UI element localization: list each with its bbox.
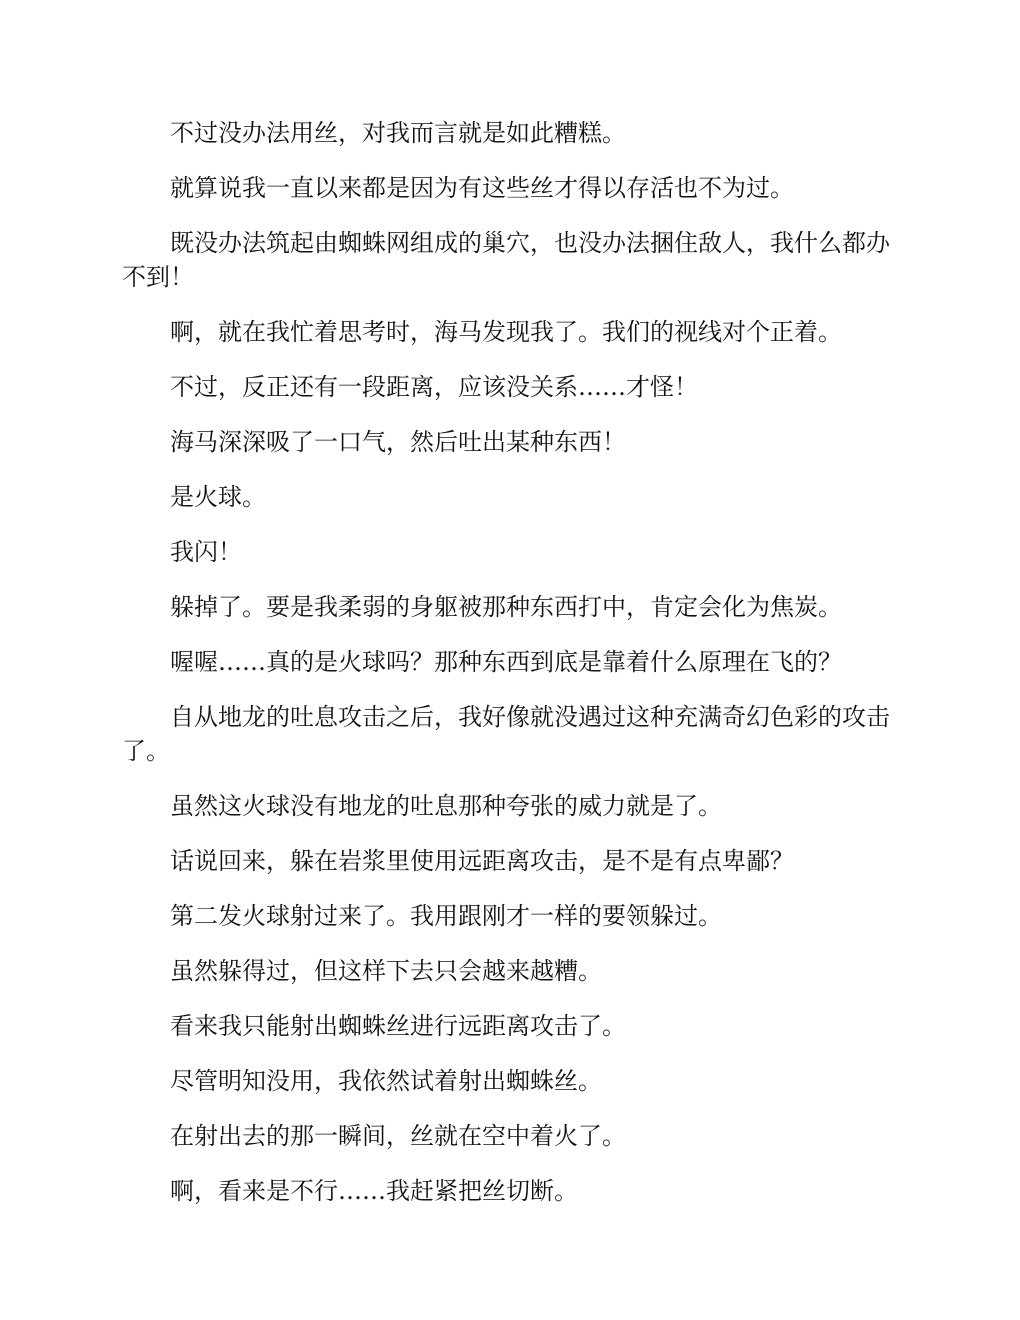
paragraph: 话说回来，躲在岩浆里使用远距离攻击，是不是有点卑鄙？ <box>170 847 794 875</box>
paragraph: 第二发火球射过来了。我用跟刚才一样的要领躲过。 <box>170 902 722 930</box>
paragraph: 是火球。 <box>170 483 266 511</box>
paragraph: 海马深深吸了一口气，然后吐出某种东西！ <box>170 428 626 456</box>
paragraph: 尽管明知没用，我依然试着射出蜘蛛丝。 <box>170 1067 602 1095</box>
paragraph: 既没办法筑起由蜘蛛网组成的巢穴，也没办法捆住敌人，我什么都办不到！ <box>122 229 890 291</box>
paragraph: 不过，反正还有一段距离，应该没关系……才怪！ <box>170 373 698 401</box>
paragraph: 啊，就在我忙着思考时，海马发现我了。我们的视线对个正着。 <box>170 318 842 346</box>
paragraph: 不过没办法用丝，对我而言就是如此糟糕。 <box>170 119 626 147</box>
paragraph: 看来我只能射出蜘蛛丝进行远距离攻击了。 <box>170 1012 626 1040</box>
paragraph: 就算说我一直以来都是因为有这些丝才得以存活也不为过。 <box>170 174 794 202</box>
paragraph: 虽然躲得过，但这样下去只会越来越糟。 <box>170 957 602 985</box>
paragraph: 啊，看来是不行……我赶紧把丝切断。 <box>170 1177 578 1205</box>
paragraph: 在射出去的那一瞬间，丝就在空中着火了。 <box>170 1122 626 1150</box>
paragraph: 我闪！ <box>170 538 242 566</box>
paragraph: 自从地龙的吐息攻击之后，我好像就没遇过这种充满奇幻色彩的攻击了。 <box>122 703 890 765</box>
paragraph: 虽然这火球没有地龙的吐息那种夸张的威力就是了。 <box>170 792 722 820</box>
paragraph: 躲掉了。要是我柔弱的身躯被那种东西打中，肯定会化为焦炭。 <box>170 593 842 621</box>
paragraph: 喔喔……真的是火球吗？那种东西到底是靠着什么原理在飞的？ <box>170 648 842 676</box>
body-text <box>122 116 900 1229</box>
